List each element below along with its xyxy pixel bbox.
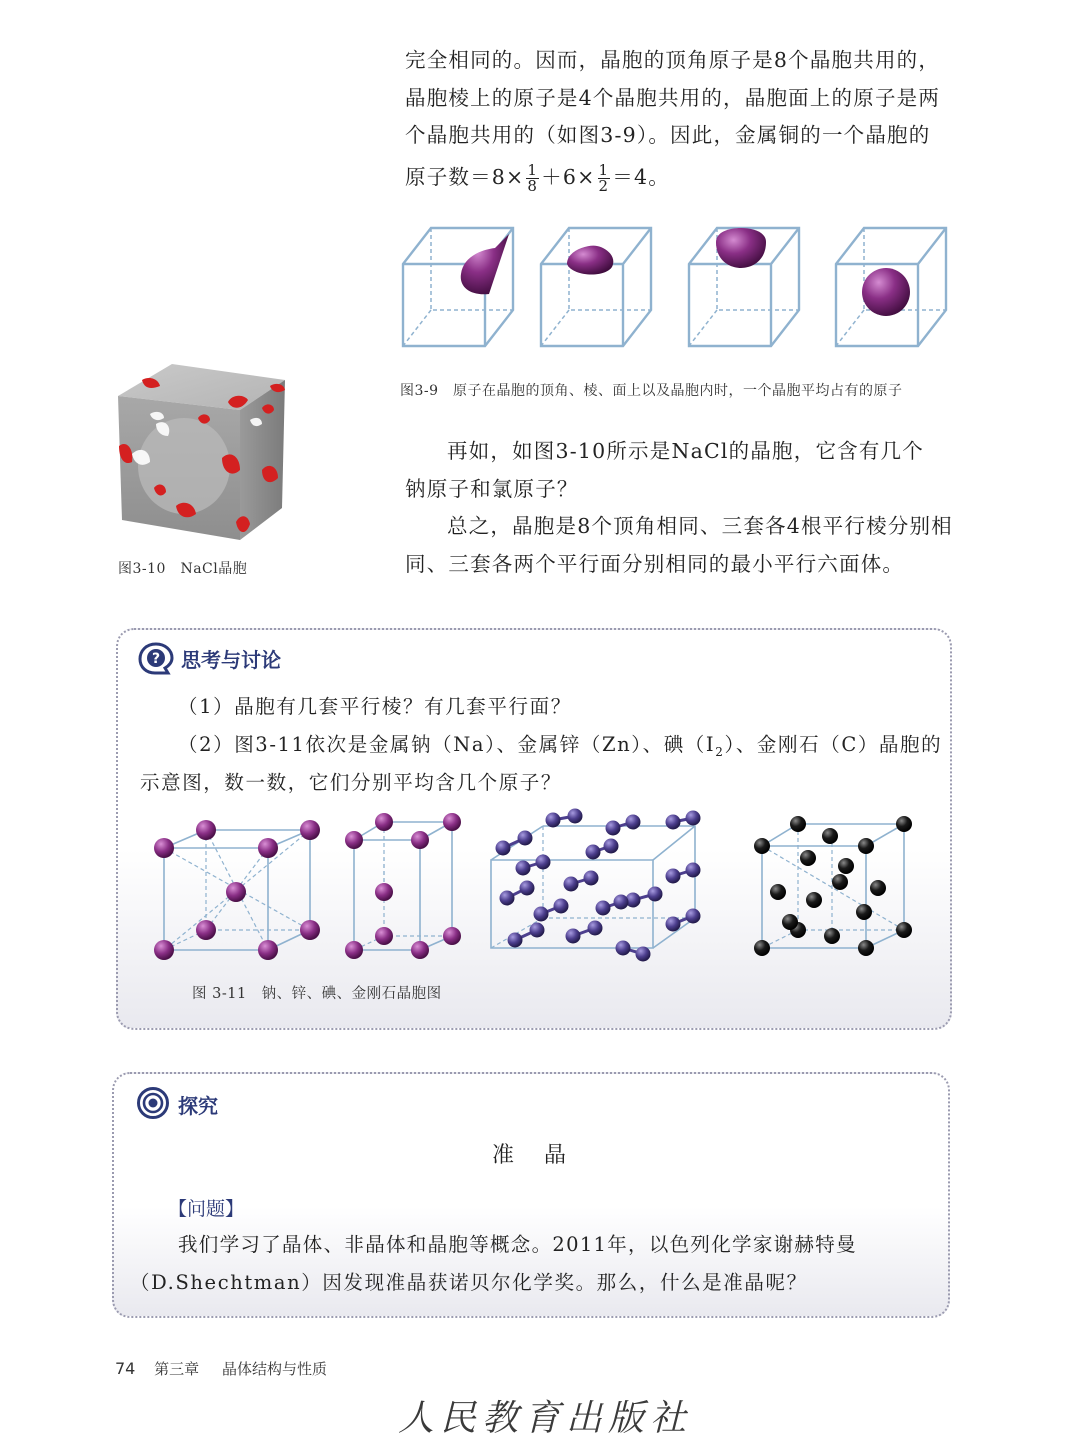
explore-box-title: 探究 — [178, 1094, 218, 1118]
svg-text:人民教育出版社: 人民教育出版社 — [397, 1398, 693, 1439]
target-icon — [136, 1086, 170, 1120]
figure-3-11-unit-cells — [148, 808, 928, 968]
fraction-denominator: 8 — [527, 176, 539, 195]
fraction-numerator: 1 — [598, 160, 610, 179]
svg-text:?: ? — [151, 651, 161, 667]
iodine-molecular-cell — [491, 809, 701, 962]
text-line: 完全相同的。因而，晶胞的顶角原子是8个晶胞共用的， — [405, 48, 941, 72]
formula-mid: ＋6× — [541, 164, 596, 189]
speech-bubble-question-icon — [138, 642, 174, 676]
think-box-title: 思考与讨论 — [181, 648, 281, 672]
explore-box — [112, 1072, 950, 1318]
question-2-text-tail: ）、金刚石（C）晶胞的 — [724, 733, 943, 756]
figure-3-10-caption: 图3-10 NaCl晶胞 — [118, 561, 248, 577]
figure-3-11-caption: 图 3-11 钠、锌、碘、金刚石晶胞图 — [192, 986, 442, 1002]
formula-suffix: ＝4。 — [612, 164, 670, 189]
text-line: 晶胞棱上的原子是4个晶胞共用的，晶胞面上的原子是两 — [405, 85, 941, 110]
cube-face-atom — [689, 228, 799, 346]
zinc-hcp-cell — [345, 813, 461, 959]
sodium-bcc-cell — [154, 820, 320, 960]
fraction-denominator: 2 — [598, 176, 610, 195]
diamond-cell — [754, 816, 912, 956]
fraction-one-eighth — [526, 160, 539, 195]
page-number: 74 — [115, 1359, 136, 1378]
explore-line-2: （D.Shechtman）因发现准晶获诺贝尔化学奖。那么，什么是准晶呢？ — [130, 1271, 808, 1294]
fraction-one-half — [598, 160, 611, 195]
question-2-line2: 示意图，数一数，它们分别平均含几个原子？ — [140, 771, 563, 794]
figure-3-9-caption: 图3-9 原子在晶胞的顶角、棱、面上以及晶胞内时，一个晶胞平均占有的原子 — [400, 383, 903, 399]
formula-prefix: 原子数＝8× — [405, 164, 525, 189]
figure-3-10-nacl-cube — [110, 358, 295, 548]
question-1: （1）晶胞有几套平行棱？有几套平行面？ — [178, 695, 572, 718]
problem-label: 【问题】 — [168, 1198, 245, 1220]
figure-3-9-cubes — [398, 222, 958, 352]
nacl-paragraph — [405, 433, 955, 583]
text-line: 个晶胞共用的（如图3-9）。因此，金属铜的一个晶胞的 — [405, 123, 931, 147]
text-line: 钠原子和氯原子？ — [405, 476, 579, 501]
subscript-2: 2 — [715, 744, 725, 759]
cube-interior-atom — [836, 228, 946, 346]
fraction-numerator: 1 — [527, 160, 539, 179]
explore-heading: 准 晶 — [491, 1143, 570, 1168]
cube-corner-atom — [403, 228, 513, 346]
text-line: 总之，晶胞是8个顶角相同、三套各4根平行棱分别相 — [447, 514, 953, 538]
cube-edge-atom — [541, 228, 651, 346]
intro-paragraph — [405, 42, 955, 196]
chapter-title: 晶体结构与性质 — [221, 1360, 327, 1378]
question-2-text: （2）图3-11依次是金属钠（Na）、金属锌（Zn）、碘（I — [178, 733, 716, 756]
think-discuss-box — [116, 628, 952, 1030]
formula-line — [405, 159, 955, 197]
text-line: 再如，如图3-10所示是NaCl的晶胞，它含有几个 — [447, 439, 924, 463]
text-line: 同、三套各两个平行面分别相同的最小平行六面体。 — [405, 551, 905, 576]
explore-line-1: 我们学习了晶体、非晶体和晶胞等概念。2011年，以色列化学家谢赫特曼 — [178, 1233, 857, 1256]
publisher-logo — [395, 1392, 695, 1441]
page-footer — [115, 1358, 327, 1379]
chapter-label: 第三章 — [154, 1360, 200, 1378]
